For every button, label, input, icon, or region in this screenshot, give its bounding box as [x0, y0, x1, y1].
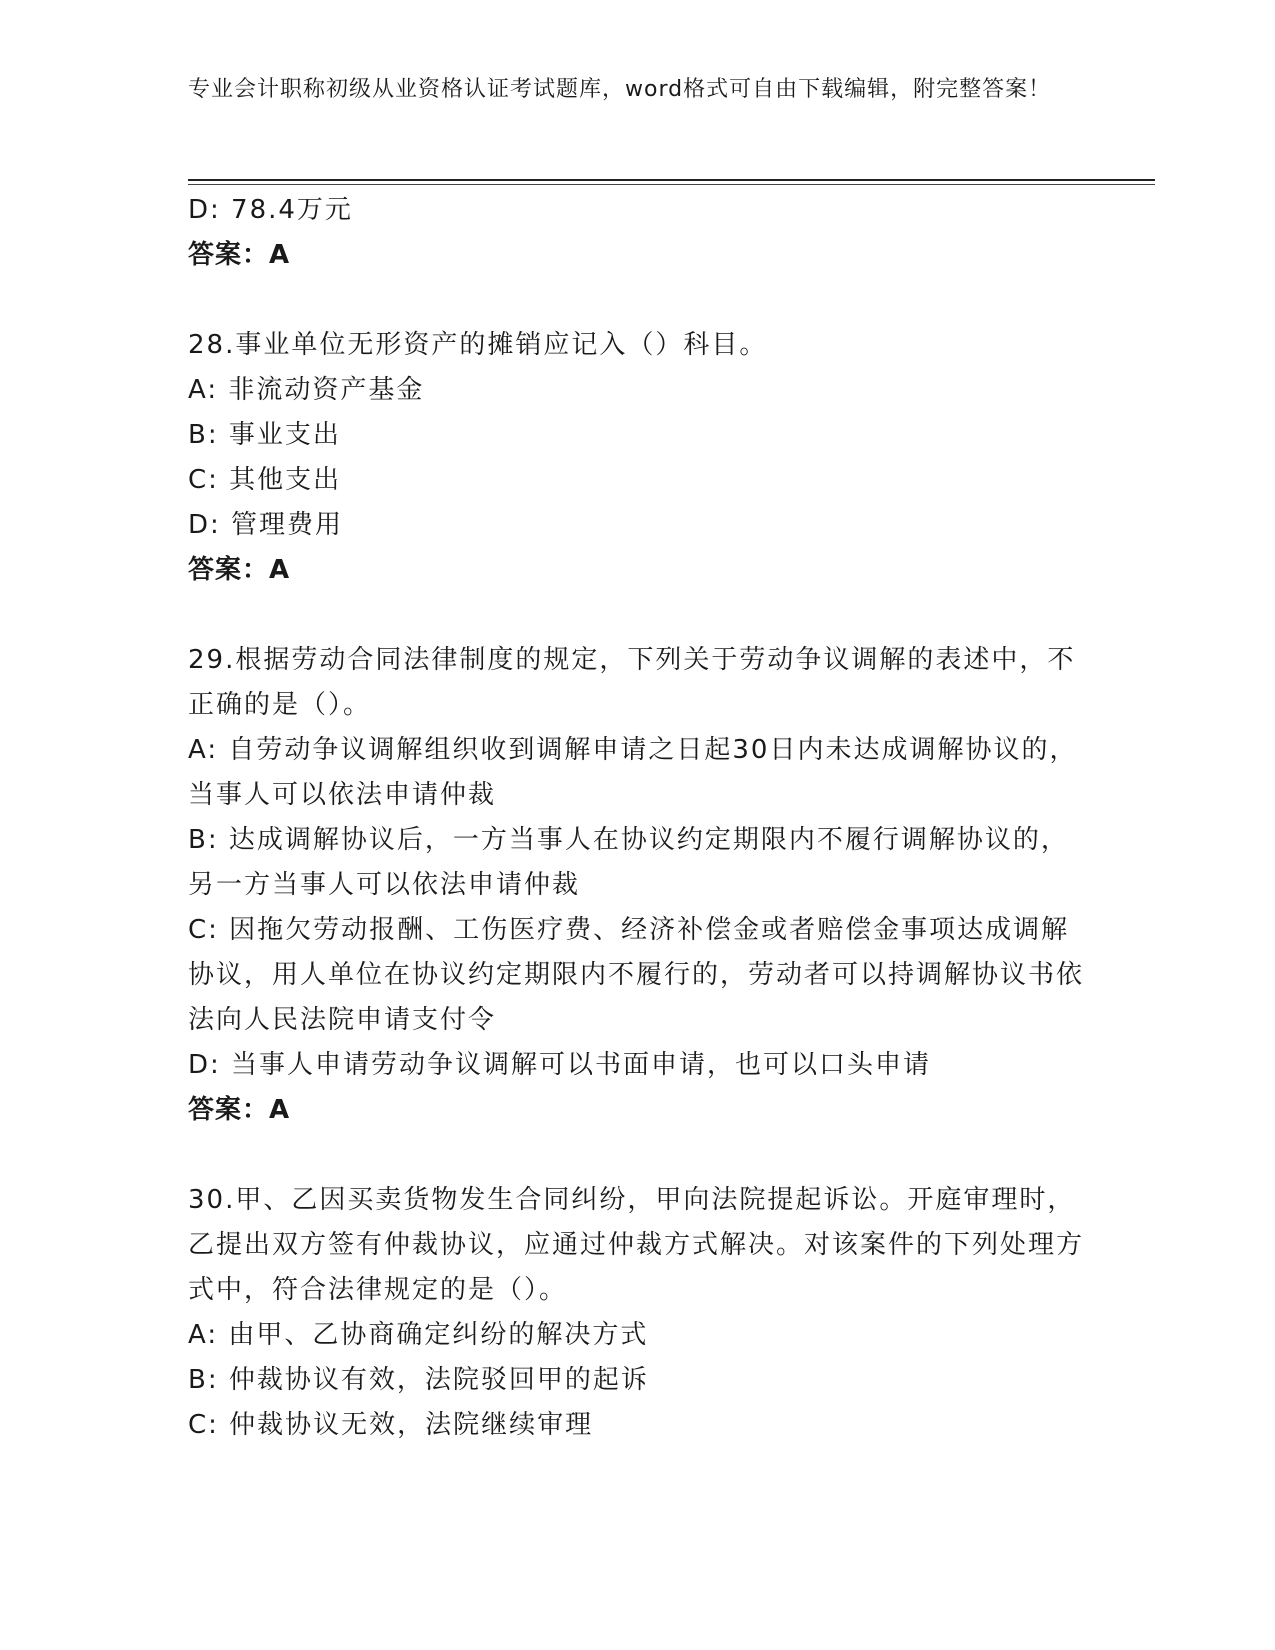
- q29-option-b: B: 达成调解协议后，一方当事人在协议约定期限内不履行调解协议的，另一方当事人可以依法申请仲裁: [188, 825, 1069, 900]
- document-header: 专业会计职称初级从业资格认证考试题库，word格式可自由下载编辑，附完整答案！: [188, 77, 1052, 102]
- question-list: [188, 188, 1088, 1448]
- q30-option-a: A: 由甲、乙协商确定纠纷的解决方式: [188, 1320, 649, 1350]
- q30-stem: 30.甲、乙因买卖货物发生合同纠纷，甲向法院提起诉讼。开庭审理时，乙提出双方签有仲裁协议，应通过仲裁方式解决。对该案件的下列处理方式中，符合法律规定的是（）。: [188, 1185, 1085, 1305]
- q29-option-a: A: 自劳动争议调解组织收到调解申请之日起30日内未达成调解协议的，当事人可以依法申请仲裁: [188, 735, 1078, 810]
- q29-option-d: D: 当事人申请劳动争议调解可以书面申请，也可以口头申请: [188, 1050, 932, 1080]
- q28-answer: 答案：A: [188, 555, 291, 585]
- q28-stem: 28.事业单位无形资产的摊销应记入（）科目。: [188, 330, 768, 360]
- q29-answer: 答案：A: [188, 1095, 291, 1125]
- q27-answer: 答案：A: [188, 240, 291, 270]
- spacer: [188, 593, 1088, 638]
- q29-option-c: C: 因拖欠劳动报酬、工伤医疗费、经济补偿金或者赔偿金事项达成调解协议，用人单位在协议约定期限内不履行的，劳动者可以持调解协议书依法向人民法院申请支付令: [188, 915, 1085, 1035]
- spacer: [188, 1133, 1088, 1178]
- q30-option-c: C: 仲裁协议无效，法院继续审理: [188, 1410, 594, 1440]
- q28-option-b: B: 事业支出: [188, 420, 341, 450]
- spacer: [188, 278, 1088, 323]
- q28-option-d: D: 管理费用: [188, 510, 344, 540]
- header-divider-thin: [188, 184, 1155, 185]
- q28-option-c: C: 其他支出: [188, 465, 342, 495]
- q27-option-d: D: 78.4万元: [188, 195, 353, 225]
- q29-stem: 29.根据劳动合同法律制度的规定，下列关于劳动争议调解的表述中，不正确的是（）。: [188, 645, 1076, 720]
- header-divider-thick: [188, 179, 1155, 181]
- q28-option-a: A: 非流动资产基金: [188, 375, 425, 405]
- q30-option-b: B: 仲裁协议有效，法院驳回甲的起诉: [188, 1365, 649, 1395]
